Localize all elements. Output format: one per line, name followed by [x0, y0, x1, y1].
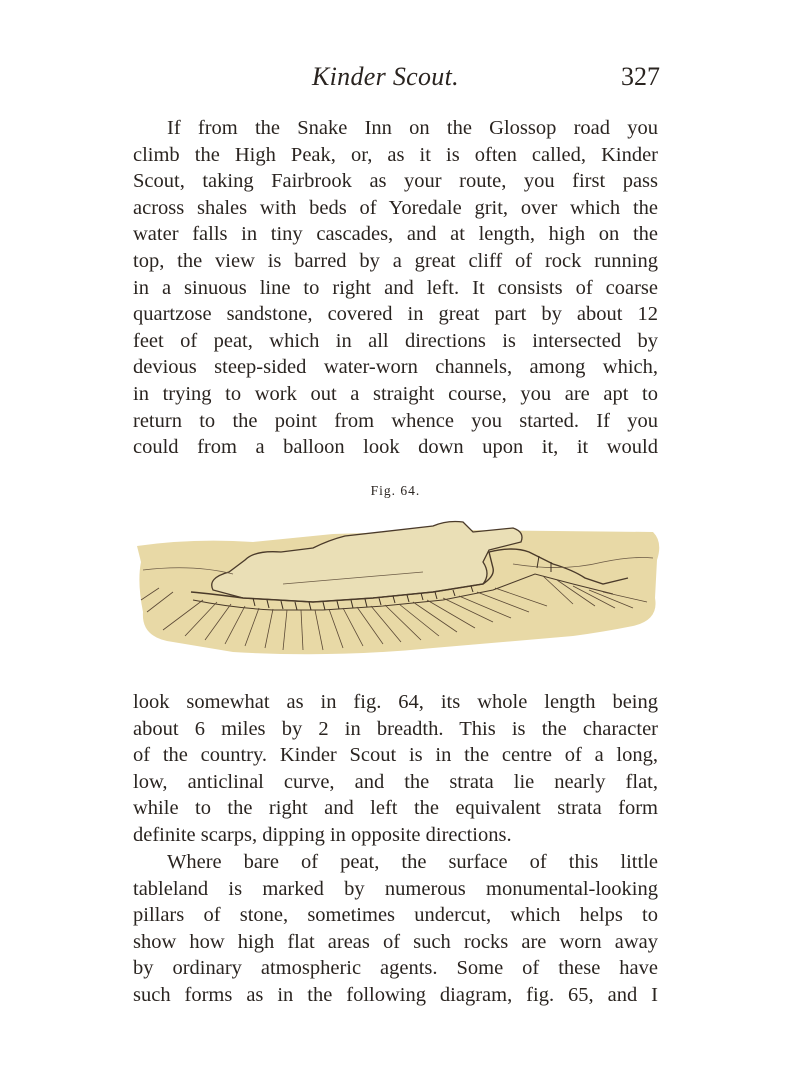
paragraph-2 [133, 689, 658, 849]
text-line: show how high flat areas of such rocks are worn away [133, 930, 658, 953]
paragraph-1 [133, 115, 658, 461]
text-line: Scout, taking Fairbrook as your route, you first pass [133, 170, 658, 193]
text-line: low, anticlinal curve, and the strata lie nearly flat, [133, 770, 658, 793]
text-line: quartzose sandstone, covered in great part by about 12 [133, 303, 658, 326]
figure-caption: Fig. 64. [370, 483, 421, 498]
text-line: about 6 miles by 2 in breadth. This is the character [133, 717, 658, 740]
text-line: such forms as in the following diagram, fig. 65, and I [133, 983, 658, 1006]
text-line: look somewhat as in fig. 64, its whole length being [133, 691, 658, 713]
text-line: climb the High Peak, or, as it is often called, Kinder [133, 143, 658, 166]
text-line: water falls in tiny cascades, and at length, high on the [133, 223, 658, 246]
text-line: while to the right and left the equivalent strata form [133, 797, 658, 820]
text-line: Where bare of peat, the surface of this little [167, 851, 658, 873]
page-number: 327 [621, 62, 660, 91]
text-line: across shales with beds of Yoredale grit, over which the [133, 196, 658, 219]
text-line: by ordinary atmospheric agents. Some of these have [133, 957, 658, 980]
text-line: in trying to work out a straight course, you are apt to [133, 382, 658, 405]
running-title: Kinder Scout. [312, 62, 459, 91]
text-line: could from a balloon look down upon it, it would [133, 436, 658, 459]
plateau-sketch [133, 512, 663, 662]
text-line: in a sinuous line to right and left. It consists of coarse [133, 276, 658, 299]
text-line: of the country. Kinder Scout is in the centre of a long, [133, 744, 658, 767]
running-header [135, 62, 660, 96]
text-line: feet of peat, which in all directions is intersected by [133, 329, 658, 352]
text-line: devious steep-sided water-worn channels, among which, [133, 356, 658, 379]
text-line: return to the point from whence you started. If you [133, 409, 658, 432]
text-line: pillars of stone, sometimes undercut, which helps to [133, 904, 658, 927]
figure-64-illustration [133, 512, 663, 662]
text-line: tableland is marked by numerous monumental-looking [133, 877, 658, 900]
text-line: definite scarps, dipping in opposite directions. [133, 823, 512, 846]
text-line: top, the view is barred by a great cliff of rock running [133, 249, 658, 272]
text-line: If from the Snake Inn on the Glossop road you [167, 117, 658, 139]
paragraph-3 [133, 849, 658, 1009]
